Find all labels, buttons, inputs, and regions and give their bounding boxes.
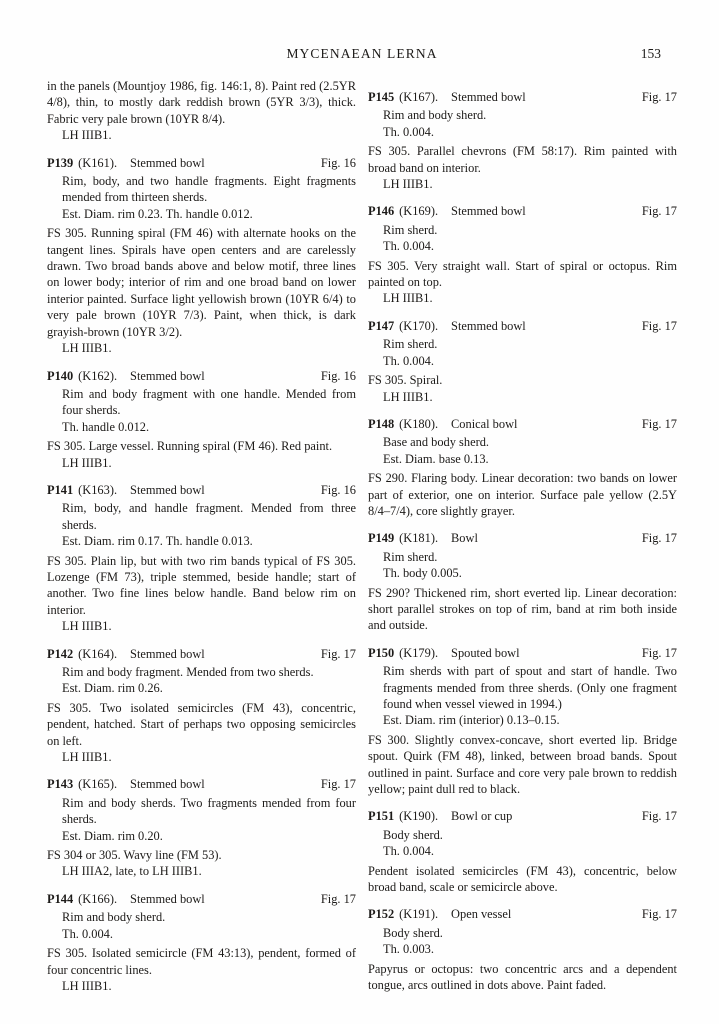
entry-number: P151 [368,809,395,824]
entry-figure-ref: Fig. 17 [641,531,677,546]
entry-date-line: LH IIIB1. [62,978,112,993]
entry-shape: Bowl or cup [451,809,513,824]
entry-comment: FS 305. Running spiral (FM 46) with alternate hooks on the tangent lines. Spirals have open centers and are carelessly drawn. Two broad bands above and below motif, three lines on lower body; interior of rim and one broad band on lower interior painted. Surface light yellowish brown (10YR 6/4) to very pale brown (10YR 7/3). Paint, when thick, is dark grayish-brown (10YR 3/2). [47,226,356,339]
entry-heading [368,808,677,824]
entry-k-number: (K167). [399,90,439,104]
entry-heading [47,482,356,498]
entry-date-line: LH IIIB1. [62,455,112,470]
entry-heading-left [368,203,526,219]
entry-date-line: LH IIIB1. [383,177,433,192]
entry-date-line: LH IIIA2, late, to LH IIIB1. [62,864,202,879]
entry-k-number: (K170). [399,318,439,333]
entry-number: P152 [368,907,395,922]
entry-k-number: (K163). [78,482,118,497]
entry-description-line: Est. Diam. rim (interior) 0.13–0.15. [383,713,560,728]
entry-figure-ref: Fig. 17 [641,416,677,431]
entry-heading-left [47,646,205,662]
entry-heading-left [47,776,205,792]
entry-figure-ref: Fig. 16 [320,482,356,497]
entry-heading [47,368,356,384]
entry-heading-left [47,155,205,171]
entry-description-line: Base and body sherd. [383,435,489,450]
entry-heading [47,155,356,171]
entry-number: P140 [47,368,74,383]
entry-description [368,663,677,729]
entry-figure-ref: Fig. 17 [641,90,677,104]
catalog-entry-P142 [47,646,356,766]
entry-description-line: Th. 0.003. [383,942,434,957]
entry-number: P142 [47,646,74,661]
entry-date-line: LH IIIB1. [62,750,112,765]
entry-comment: FS 305. Isolated semicircle (FM 43:13), pendent, formed of four concentric lines. [47,946,356,977]
entry-description [368,107,677,140]
page-number: 153 [640,46,661,61]
left-column [47,78,356,994]
entry-heading-left [368,89,526,105]
entry-comment: FS 305. Parallel chevrons (FM 58:17). Rim painted with broad band on interior. [368,144,677,175]
entry-number: P150 [368,645,395,660]
entry-k-number: (K164). [78,646,118,661]
entry-description [47,795,356,844]
entry-description-line: Rim and body sherds. Two fragments mended from four sherds. [62,795,356,827]
entry-heading [368,645,677,661]
catalog-entry-P148 [368,416,677,519]
entry-figure-ref: Fig. 16 [320,368,356,383]
entry-description-line: Body sherd. [383,827,443,842]
entry-description [368,827,677,860]
entry-shape: Stemmed bowl [130,482,205,497]
running-title: MYCENAEAN LERNA [286,46,438,61]
entry-k-number: (K179). [399,645,439,660]
entry-description-line: Est. Diam. rim 0.20. [62,828,163,843]
entry-number: P139 [47,155,74,170]
entry-shape: Stemmed bowl [451,318,526,333]
entry-description-line: Th. 0.004. [383,124,434,139]
entry-description [47,500,356,549]
entry-figure-ref: Fig. 17 [320,646,356,661]
entry-figure-ref: Fig. 17 [641,204,677,219]
catalog-entry-P149 [368,530,677,633]
entry-comment: FS 290? Thickened rim, short everted lip. Linear decoration: short parallel strokes on top of rim, band at rim both inside and outside. [368,585,677,633]
entry-k-number: (K181). [399,531,439,546]
entry-shape: Stemmed bowl [130,891,205,906]
entry-heading [47,646,356,662]
entry-number: P146 [368,204,395,219]
entry-description [368,434,677,467]
entry-number: P148 [368,416,395,431]
entry-number: P145 [368,90,395,104]
entry-description-line: Th. 0.004. [383,353,434,368]
catalog-entry-P143 [47,776,356,879]
entry-description-line: Body sherd. [383,925,443,940]
entry-number: P147 [368,318,395,333]
entry-heading [368,318,677,334]
entry-comment: FS 305. Large vessel. Running spiral (FM 46). Red paint. [47,439,333,454]
entry-description-line: Est. Diam. base 0.13. [383,451,489,466]
entry-number: P143 [47,777,74,792]
catalog-entry-P147 [368,318,677,405]
catalog-entry-P139 [47,155,356,357]
entry-figure-ref: Fig. 17 [320,891,356,906]
intro-date-line: LH IIIB1. [62,128,112,143]
entry-description [47,664,356,697]
entry-figure-ref: Fig. 17 [641,318,677,333]
entry-figure-ref: Fig. 17 [641,645,677,660]
entry-shape: Stemmed bowl [451,204,526,219]
entry-description [368,549,677,582]
entry-comment: FS 290. Flaring body. Linear decoration: two bands on lower part of exterior, one on interior. Surface pale yellow (2.5Y 8/4–7/4), core slightly grayer. [368,471,677,518]
entry-heading-left [368,318,526,334]
entry-description-line: Rim and body sherd. [62,910,166,925]
entry-description-line: Rim and body fragment with one handle. Mended from four sherds. [62,386,356,418]
entry-comment: FS 305. Plain lip, but with two rim bands typical of FS 305. Lozenge (FM 73), triple stemmed, beside handle; start of another. Two fine lines below handle. Band below rim on interior. [47,553,356,617]
entry-date-line: LH IIIB1. [62,619,112,634]
entry-heading [368,89,677,105]
entry-description-line: Rim sherd. [383,549,438,564]
entry-heading [368,203,677,219]
entry-heading [368,416,677,432]
catalog-entry-P146 [368,203,677,306]
entry-shape: Stemmed bowl [451,90,526,104]
entry-heading [368,906,677,922]
entry-description [47,173,356,222]
entry-description [368,222,677,255]
catalog-entry-P151 [368,808,677,895]
entry-k-number: (K165). [78,777,118,792]
entry-heading-left [368,530,478,546]
catalog-entry-P152 [368,906,677,993]
entry-heading-left [368,808,512,824]
entry-number: P141 [47,482,74,497]
entry-shape: Stemmed bowl [130,368,205,383]
entry-description-line: Rim, body, and two handle fragments. Eight fragments mended from thirteen sherds. [62,174,356,205]
entry-number: P144 [47,891,74,906]
entry-description-line: Rim sherd. [383,337,438,352]
entry-figure-ref: Fig. 17 [641,809,677,824]
entry-description-line: Th. 0.004. [383,239,434,254]
entry-comment: FS 305. Very straight wall. Start of spiral or octopus. Rim painted on top. [368,258,677,290]
entry-description-line: Th. 0.004. [383,844,434,859]
entry-comment: FS 305. Two isolated semicircles (FM 43), concentric, pendent, hatched. Start of perhaps two opposing semicircles on left. [47,700,356,748]
entry-description [368,925,677,958]
entry-comment: FS 305. Spiral. [368,373,443,388]
entry-description-line: Rim and body fragment. Mended from two sherds. [62,665,314,679]
entry-heading [47,891,356,907]
right-column [368,78,677,994]
entry-k-number: (K166). [78,891,118,906]
entry-k-number: (K190). [399,809,439,824]
entry-heading-left [368,906,511,922]
entry-shape: Open vessel [451,907,512,922]
entry-heading-left [368,645,520,661]
entry-description-line: Th. body 0.005. [383,566,462,581]
entry-heading-left [47,368,205,384]
entry-description-line: Rim sherd. [383,222,438,237]
entry-heading-left [47,482,205,498]
entry-heading-left [47,891,205,907]
entry-figure-ref: Fig. 17 [641,907,677,922]
catalog-entry-P145 [368,89,677,192]
entry-k-number: (K161). [78,155,118,170]
entry-k-number: (K169). [399,204,439,219]
entry-shape: Stemmed bowl [130,155,205,170]
entry-comment: Pendent isolated semicircles (FM 43), concentric, below broad band, scale or semicircle above. [368,863,677,895]
entry-date-line: LH IIIB1. [62,341,112,356]
entry-shape: Stemmed bowl [130,777,205,792]
entry-shape: Conical bowl [451,416,518,431]
entry-heading-left [368,416,517,432]
entry-k-number: (K191). [399,907,439,922]
catalog-entry-P141 [47,482,356,635]
intro-paragraph: in the panels (Mountjoy 1986, fig. 146:1, 8). Paint red (2.5YR 4/8), thin, to mostly dark reddish brown (5YR 3/3), thick. Fabric very pale brown (10YR 8/4). [47,79,356,126]
entry-comment: FS 300. Slightly convex-concave, short everted lip. Bridge spout. Quirk (FM 48), linked, between broad bands. Spout outlined in paint. Surface and core very pale brown to reddish yellow; paint dull red to black. [368,732,677,797]
entry-figure-ref: Fig. 16 [320,155,356,170]
entry-description-line: Th. 0.004. [62,926,113,941]
entry-description-line: Th. handle 0.012. [62,419,150,434]
entry-comment: FS 304 or 305. Wavy line (FM 53). [47,848,222,863]
entry-description-line: Rim, body, and handle fragment. Mended from three sherds. [62,501,356,532]
entry-shape: Bowl [451,531,478,546]
entry-description [47,909,356,942]
entry-number: P149 [368,531,395,546]
entry-heading [368,530,677,546]
entry-description-line: Est. Diam. rim 0.26. [62,681,163,696]
entry-figure-ref: Fig. 17 [320,777,356,792]
catalog-entry-P144 [47,891,356,994]
entry-description [47,386,356,435]
catalog-entry-P150 [368,645,677,798]
entry-shape: Spouted bowl [451,645,520,660]
entry-k-number: (K180). [399,416,439,431]
page-header [47,46,677,64]
entry-k-number: (K162). [78,368,118,383]
entry-heading [47,776,356,792]
entry-description-line: Rim sherds with part of spout and start of handle. Two fragments mended from three sherds. (Only one fragment found when vessel viewed in 1994.) [383,664,677,711]
entry-date-line: LH IIIB1. [383,291,433,306]
entry-description-line: Est. Diam. rim 0.17. Th. handle 0.013. [62,534,253,549]
entry-shape: Stemmed bowl [130,646,205,661]
entry-date-line: LH IIIB1. [383,389,433,404]
catalog-entry-P140 [47,368,356,471]
entry-description-line: Rim and body sherd. [383,108,487,123]
entry-description-line: Est. Diam. rim 0.23. Th. handle 0.012. [62,206,253,221]
entry-description [368,336,677,369]
entry-comment: Papyrus or octopus: two concentric arcs and a dependent tongue, arcs outlined in dots above. Paint faded. [368,961,677,993]
